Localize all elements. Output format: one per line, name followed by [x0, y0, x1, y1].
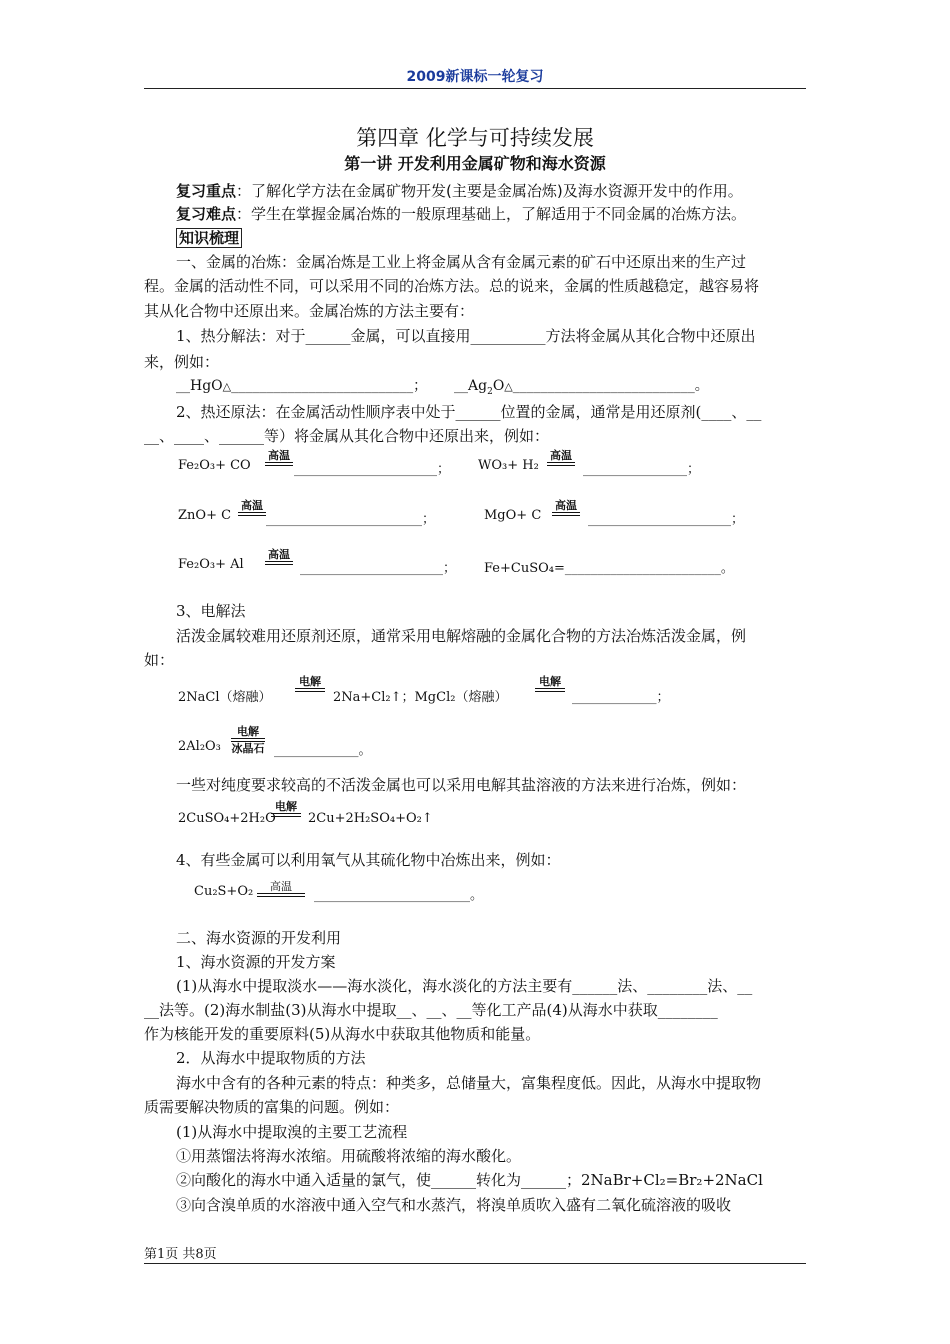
paragraph-line: 如： [144, 651, 175, 669]
equation-fe2o3-co: Fe₂O₃+ CO [178, 458, 251, 473]
method-title: 3、电解法 [176, 602, 246, 620]
condition-high-temp: 高温 [265, 548, 293, 565]
condition-high-temp: 高温 [547, 449, 575, 466]
condition-high-temp: 高温 [265, 449, 293, 466]
answer-blank: _____________。 [274, 743, 372, 758]
difficult-points: 复习难点：学生在掌握金属冶炼的一般原理基础上，了解适用于不同金属的冶炼方法。 [176, 205, 747, 223]
paragraph-line: 来，例如： [144, 353, 220, 371]
equation-product: 2Cu+2H₂SO₄+O₂↑ [308, 811, 433, 826]
paragraph-line: 一些对纯度要求较高的不活泼金属也可以采用电解其盐溶液的方法来进行冶炼，例如： [176, 776, 747, 794]
paragraph-line: 活泼金属较难用还原剂还原，通常采用电解熔融的金属化合物的方法冶炼活泼金属，例 [176, 627, 747, 645]
equation-hgo: __HgO△__________________________； [176, 378, 428, 394]
answer-blank: ________________________。 [314, 888, 484, 903]
paragraph-line: 程。金属的活动性不同，可以采用不同的冶炼方法。总的说来，金属的性质越稳定，越容易将 [144, 277, 760, 295]
condition-electrolysis: 电解 [535, 675, 565, 692]
paragraph-line: (1)从海水中提取淡水——海水淡化，海水淡化的方法主要有______法、________法、__ [176, 977, 753, 995]
paragraph-line: 1、海水资源的开发方案 [176, 953, 336, 971]
condition-electrolysis: 电解 [271, 800, 301, 817]
answer-blank: ______________________； [588, 512, 745, 527]
equation-wo3-h2: WO₃+ H₂ [478, 458, 539, 473]
paragraph-line: 1、热分解法：对于______金属，可以直接用__________方法将金属从其化合物中还原出 [176, 327, 756, 345]
paragraph-line: 作为核能开发的重要原料(5)从海水中获取其他物质和能量。 [144, 1025, 541, 1043]
condition-electrolysis: 电解 [295, 675, 325, 692]
paragraph-line: 质需要解决物质的富集的问题。例如： [144, 1098, 400, 1116]
answer-blank: _____________； [572, 690, 670, 705]
paragraph-line: ③向含溴单质的水溶液中通入空气和水蒸汽，将溴单质吹入盛有二氧化硫溶液的吸收 [176, 1196, 732, 1214]
running-header: 2009新课标一轮复习 [406, 69, 544, 85]
paragraph-line: __、____、______等）将金属从其化合物中还原出来，例如： [144, 427, 550, 445]
paragraph-line: 2．从海水中提取物质的方法 [176, 1049, 366, 1067]
equation-mgo-c: MgO+ C [484, 508, 542, 523]
paragraph-line: 其从化合物中还原出来。金属冶炼的方法主要有： [144, 302, 475, 320]
equation-fe2o3-al: Fe₂O₃+ Al [178, 557, 244, 572]
paragraph-line: ①用蒸馏法将海水浓缩。用硫酸将浓缩的海水酸化。 [176, 1147, 522, 1165]
equation-cuso4: 2CuSO₄+2H₂O [178, 811, 276, 826]
answer-blank: ________________； [583, 462, 701, 477]
equation-al2o3: 2Al₂O₃ [178, 739, 221, 754]
equation-cu2s: Cu₂S+O₂ [194, 884, 254, 899]
paragraph-line: 海水中含有的各种元素的特点：种类多，总储量大，富集程度低。因此，从海水中提取物 [176, 1074, 762, 1092]
equation-fe-cuso4: Fe+CuSO₄=________________________。 [484, 561, 734, 576]
paragraph-line: (1)从海水中提取溴的主要工艺流程 [176, 1123, 408, 1141]
paragraph-line: ②向酸化的海水中通入适量的氯气，使______转化为______；2NaBr+Cl₂=Br₂+2NaCl [176, 1171, 763, 1189]
condition-electrolysis-cryolite: 电解 冰晶石 [231, 725, 265, 755]
lecture-title: 第一讲 开发利用金属矿物和海水资源 [344, 154, 606, 173]
paragraph-line: __法等。(2)海水制盐(3)从海水中提取__、__、__等化工产品(4)从海水中获取________ [144, 1001, 718, 1019]
answer-blank: ______________________； [300, 561, 457, 576]
page-number: 第1页 共8页 [144, 1247, 217, 1262]
paragraph-line: 2、热还原法：在金属活动性顺序表中处于______位置的金属，通常是用还原剂(____、__ [176, 403, 762, 421]
answer-blank: ______________________； [294, 462, 451, 477]
equation-mgcl2: 2Na+Cl₂↑；MgCl₂（熔融） [333, 690, 508, 705]
condition-high-temp: 高温 [257, 880, 305, 897]
paragraph-line: 4、有些金属可以利用氧气从其硫化物中冶炼出来，例如： [176, 851, 561, 869]
condition-high-temp: 高温 [552, 499, 580, 516]
key-points: 复习重点：了解化学方法在金属矿物开发(主要是金属冶炼)及海水资源开发中的作用。 [176, 182, 743, 200]
section-title: 二、海水资源的开发利用 [176, 929, 342, 947]
equation-zno-c: ZnO+ C [178, 508, 232, 523]
footer-rule [144, 1263, 806, 1264]
answer-blank: ________________________； [266, 512, 436, 527]
equation-ag2o: $\_\_Ag_2O\triangle\_\_\_\_\_\_\_\_\_\_\_\_\_\_\_\_\_\_\_\_\_\_\_\_\_\_$。 [454, 378, 709, 397]
paragraph-line: 一、金属的冶炼：金属冶炼是工业上将金属从含有金属元素的矿石中还原出来的生产过 [176, 253, 747, 271]
condition-high-temp: 高温 [238, 499, 266, 516]
equation-nacl: 2NaCl（熔融） [178, 690, 272, 705]
header-rule [144, 88, 806, 89]
section-heading: 知识梳理 [176, 228, 242, 248]
chapter-title: 第四章 化学与可持续发展 [356, 126, 594, 150]
